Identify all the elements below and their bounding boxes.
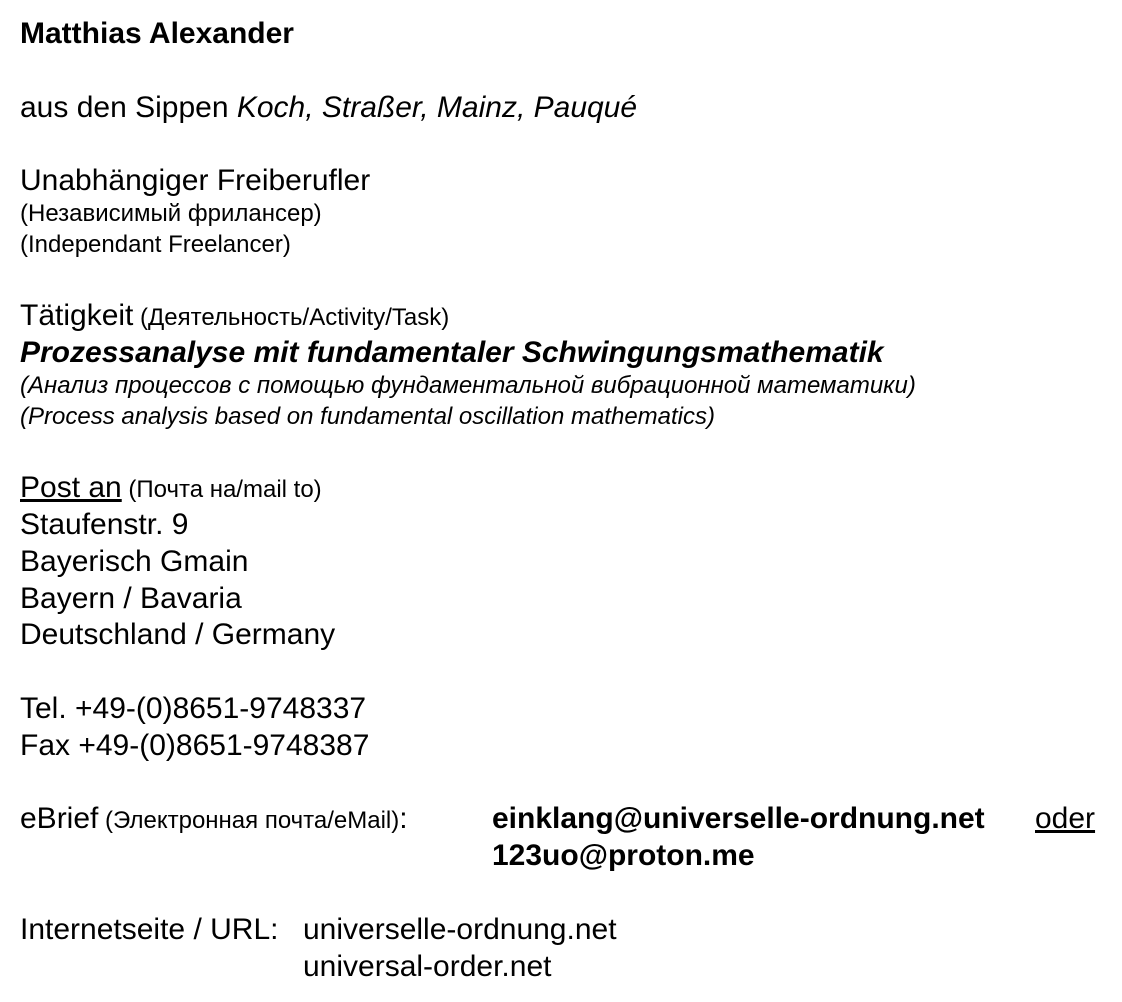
email-heading: [20, 801, 408, 839]
email-address-primary[interactable]: einklang@universelle-ordnung.net: [492, 802, 985, 835]
url-label: Internetseite / URL:: [20, 913, 279, 946]
activity-de: Prozessanalyse mit fundamentaler Schwingungsmathematik: [20, 336, 884, 369]
phone-tel: Tel. +49-(0)8651-9748337: [20, 692, 367, 725]
email-or: oder: [1035, 802, 1096, 835]
sippen-line: [20, 90, 637, 126]
status-en: (Independant Freelancer): [20, 231, 291, 258]
status-ru: (Независимый фрилансер): [20, 200, 322, 227]
phone-fax: Fax +49-(0)8651-9748387: [20, 729, 370, 762]
post-state: Bayern / Bavaria: [20, 582, 242, 615]
sippen-prefix: aus den Sippen: [20, 91, 237, 124]
url-site-secondary[interactable]: universal-order.net: [303, 950, 552, 983]
email-colon: :: [399, 802, 408, 835]
post-country: Deutschland / Germany: [20, 618, 336, 651]
activity-label: Tätigkeit: [20, 299, 134, 332]
email-label-translation: (Электронная почта/eMail): [98, 807, 400, 834]
person-name: Matthias Alexander: [20, 17, 294, 50]
activity-en: (Process analysis based on fundamental oscillation mathematics): [20, 403, 716, 430]
status-de: Unabhängiger Freiberufler: [20, 164, 371, 197]
post-street: Staufenstr. 9: [20, 508, 189, 541]
activity-ru: (Анализ процессов с помощью фундаментальной вибрационной математики): [20, 372, 916, 399]
activity-heading: [20, 298, 449, 336]
url-site-primary[interactable]: universelle-ordnung.net: [303, 913, 617, 946]
post-city: Bayerisch Gmain: [20, 545, 249, 578]
post-label-translation: (Почта на/mail to): [121, 476, 322, 503]
email-label: eBrief: [20, 802, 99, 835]
post-heading: [20, 470, 322, 508]
sippen-names: Koch, Straßer, Mainz, Pauqué: [236, 91, 638, 124]
activity-label-translation: (Деятельность/Activity/Task): [133, 304, 450, 331]
email-address-secondary[interactable]: 123uo@proton.me: [492, 839, 755, 872]
post-label: Post an: [20, 471, 122, 504]
